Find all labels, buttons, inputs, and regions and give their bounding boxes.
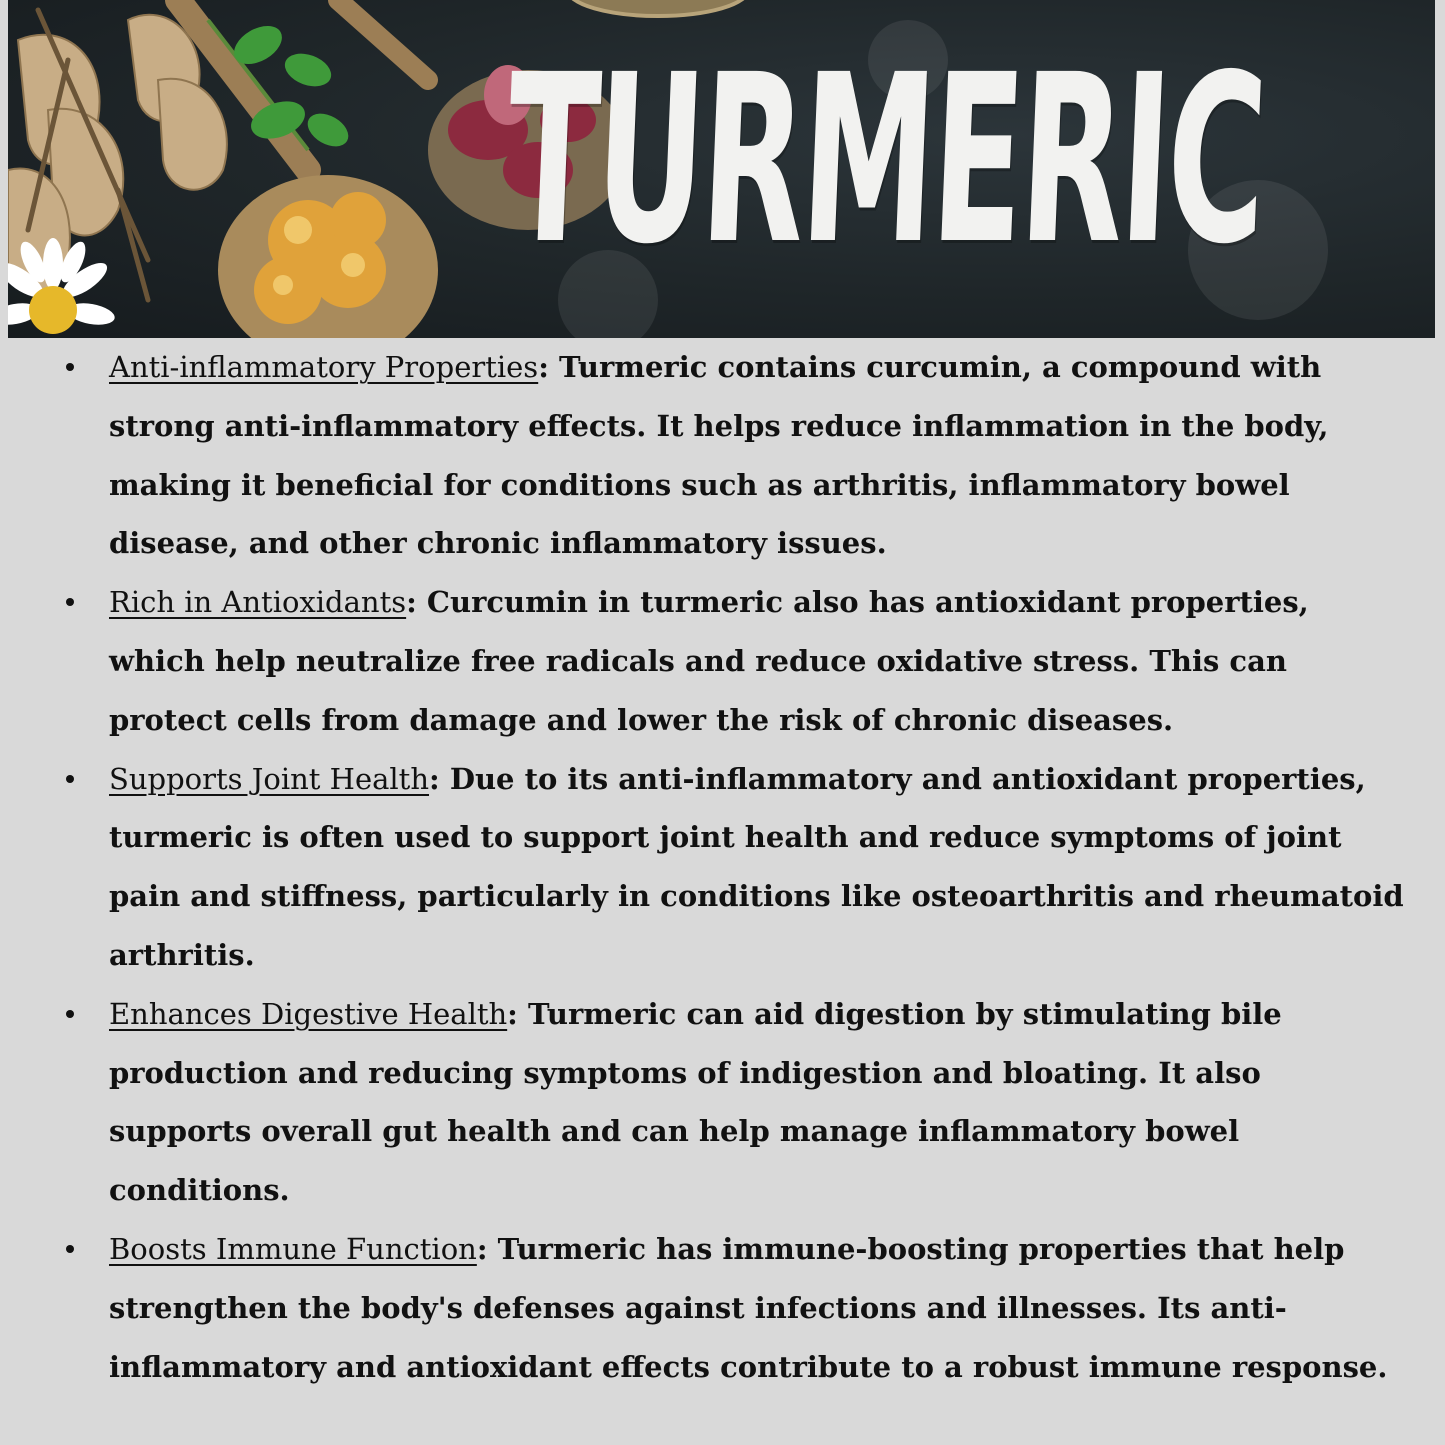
benefit-term: Supports Joint Health [109, 761, 430, 796]
bullet-icon [66, 1010, 74, 1018]
benefit-description: : Due to its anti-inflammatory and antioxidant properties, turmeric is often used to support joint health and reduce symptoms of joint pain and stiffness, particularly in conditions like osteoarthritis and rheumatoid arthritis. [109, 761, 1404, 972]
list-item [0, 338, 1445, 573]
bullet-icon [66, 1245, 74, 1253]
list-item [0, 1220, 1445, 1396]
benefits-list [0, 338, 1445, 1396]
bullet-icon [66, 598, 74, 606]
list-item [0, 985, 1445, 1220]
bullet-icon [66, 363, 74, 371]
benefit-description: : Curcumin in turmeric also has antioxidant properties, which help neutralize free radicals and reduce oxidative stress. This can protect cells from damage and lower the risk of chronic diseases. [109, 585, 1309, 737]
header-banner [8, 0, 1435, 338]
benefit-term: Enhances Digestive Health [109, 996, 508, 1031]
banner-title: TURMERIC [502, 25, 1269, 295]
benefit-term: Anti-inflammatory Properties [109, 350, 539, 384]
benefit-description: : Turmeric can aid digestion by stimulating bile production and reducing symptoms of indigestion and bloating. It also supports overall gut health and can help manage inflammatory bowel conditions. [109, 996, 1282, 1208]
benefit-term: Boosts Immune Function [109, 1231, 477, 1266]
bullet-icon [66, 775, 74, 783]
benefit-term: Rich in Antioxidants [109, 585, 407, 620]
content-area [0, 338, 1445, 1396]
list-item [0, 573, 1445, 749]
benefit-description: : Turmeric has immune-boosting properties that help strengthen the body's defenses against infections and illnesses. Its anti-inflammatory and antioxidant effects contribute to a robust immune response. [109, 1231, 1388, 1384]
benefit-description: : Turmeric contains curcumin, a compound with strong anti-inflammatory effects. It helps reduce inflammation in the body, making it beneficial for conditions such as arthritis, inflammatory bowel disease, and other chronic inflammatory issues. [109, 350, 1329, 561]
list-item [0, 750, 1445, 985]
